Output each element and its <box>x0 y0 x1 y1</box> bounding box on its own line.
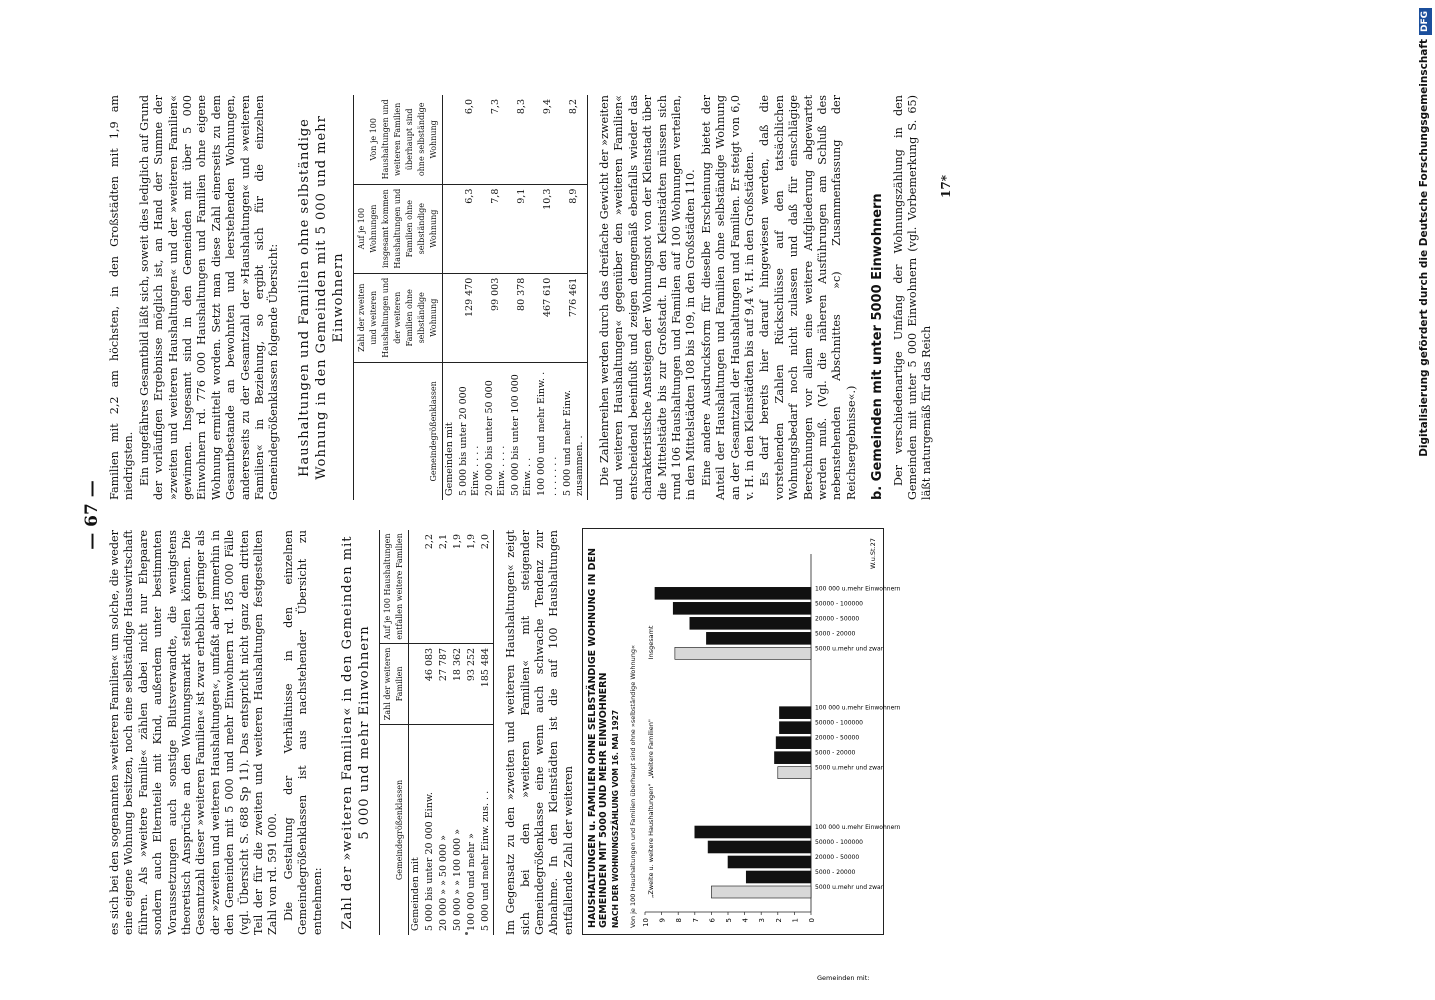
scan-speck <box>465 932 468 935</box>
table-cell: 6,3 <box>457 184 483 273</box>
table-cell: 9,1 <box>509 184 535 273</box>
table-cell: 2,0 <box>479 530 494 643</box>
table-cell: 2,1 <box>437 530 451 643</box>
table-cell: 93 252 <box>465 643 479 724</box>
table-cell <box>409 530 424 643</box>
category-label: 5000 u.mehr und zwar <box>815 645 884 653</box>
table-row <box>465 530 479 935</box>
table2-header: Auf je 100 Wohnungen insgesamt kommen Haushaltungen und Familien ohne selbständige Wohnung <box>353 184 442 273</box>
page-content <box>80 95 953 982</box>
left-paragraph-1: es sich bei den sogenannten »weiteren Familien« um solche, die weder eine eigene Wohnung besitzen, noch eine selbständige Hauswirtschaft führen. Als »weitere Familie« zählen dabei nicht nur Ehepaare sondern auch Elternteile mit Kind, außerdem unter bestimmten Voraussetzungen auch sonstige Blutsverwandte, die wenigstens theoretisch Ansprüche an den Wohnungsmarkt stellen können. Die Gesamtzahl dieser »weiteren Familien« ist zwar erheblich geringer als der »zweiten und weiteren Haushaltungen«, umfaßt aber immerhin in den Gemeinden mit 5 000 und mehr Einwohnern rd. 185 000 Fälle (vgl. Übersicht S. 688 Sp 11). Das entspricht nicht ganz dem dritten Teil der für die zweiten und weiteren Haushaltungen festgestellten Zahl von rd. 591 000. <box>108 530 280 935</box>
table-cell: 27 787 <box>437 643 451 724</box>
table-cell: 18 362 <box>451 643 465 724</box>
table-cell: 7,8 <box>483 184 509 273</box>
table-row <box>423 530 437 935</box>
dfg-logo: DFG <box>1419 8 1432 35</box>
subheading: b. Gemeinden mit unter 5000 Einwohnern <box>870 193 886 500</box>
left-paragraph-2: Die Gestaltung der Verhältnisse in den einzelnen Gemeindegrößenklassen ist aus nachstehender Übersicht zu entnehmen: <box>281 530 324 935</box>
table-cell: 20 000 bis unter 50 000 Einw. . . . . <box>483 380 507 496</box>
table-row <box>535 95 561 500</box>
category-label: 5000 - 20000 <box>815 869 856 876</box>
bar <box>728 856 811 868</box>
page-signature: 17* <box>938 175 953 198</box>
chart-title: HAUSHALTUNGEN u. FAMILIEN OHNE SELBSTÄNDIGE WOHNUNG IN DEN GEMEINDEN MIT 5000 UND MEHR EINWOHNERN <box>587 548 610 928</box>
series-label: „Weitere Familien" <box>647 719 656 779</box>
dfg-credit <box>1413 0 1435 1000</box>
table-row <box>437 530 451 935</box>
category-label: 5000 u.mehr und zwar <box>815 764 884 772</box>
table-cell <box>409 643 424 724</box>
table-cell: 80 378 <box>509 273 535 362</box>
y-tick-label: 0 <box>808 918 817 923</box>
table-cell: 8,3 <box>509 95 535 184</box>
table-weitere-familien <box>379 530 494 935</box>
bar <box>780 707 812 719</box>
bar <box>695 826 811 838</box>
table-cell: 8,9 <box>561 184 588 273</box>
y-tick-label: 1 <box>791 918 800 923</box>
table-cell: 6,0 <box>457 95 483 184</box>
table-row <box>483 95 509 500</box>
right-paragraph-6: Der verschiedenartige Umfang der Wohnungszählung in den Gemeinden mit unter 5 000 Einwohnern (vgl. Vorbemerkung S. 65) läßt naturgemäß für das Reich <box>891 95 934 500</box>
table1-header: Auf je 100 Haushaltungen entfallen weitere Familien <box>380 530 409 643</box>
table-row <box>451 530 465 935</box>
category-label: 20000 - 50000 <box>815 854 860 861</box>
table-row <box>509 95 535 500</box>
series-label: Insgesamt <box>647 625 656 660</box>
category-label: 50000 - 100000 <box>815 719 864 727</box>
bar <box>707 632 812 644</box>
page-number: — 67 — <box>82 480 102 550</box>
table-cell: 20 000 » » 50 000 » <box>438 835 450 931</box>
y-tick-label: 9 <box>658 918 667 923</box>
category-label: 50000 - 100000 <box>815 839 864 846</box>
bar <box>780 722 812 734</box>
y-tick-label: 5 <box>725 918 734 923</box>
y-tick-label: 3 <box>758 918 767 923</box>
table-cell: 99 003 <box>483 273 509 362</box>
table-cell <box>442 95 457 184</box>
bar-chart <box>582 528 901 982</box>
right-column <box>108 95 953 500</box>
table-cell: 9,4 <box>535 95 561 184</box>
y-tick-label: 10 <box>642 918 651 927</box>
table-ohne-wohnung <box>353 95 588 500</box>
chart-subtitle: NACH DER WOHNUNGSZÄHLUNG VOM 16. MAI 1927 <box>611 709 621 928</box>
bar <box>775 752 812 764</box>
category-label: 100 000 u.mehr Einwohnern <box>815 704 901 712</box>
bar <box>778 767 811 779</box>
left-column <box>108 530 901 982</box>
table-cell: Gemeinden mit <box>443 422 455 496</box>
table1-header: Zahl der weiteren Familien <box>380 643 409 724</box>
chart-credit: W.u.St.27 <box>869 538 878 569</box>
bar <box>673 602 811 614</box>
table-row <box>479 530 494 935</box>
category-label: 5000 - 20000 <box>815 630 856 638</box>
right-paragraph-3: Die Zahlenreihen werden durch das dreifache Gewicht der »zweiten und weiteren Haushaltungen« gegenüber den »weiteren Familien« entscheidend beeinflußt und zeigen demgemäß ebenfalls wieder das charakteristische Ansteigen der Wohnungsnot von der Kleinstadt über die Mittelstädte bis zur Großstadt. In den Kleinstädten müssen sich rund 106 Haushaltungen und Familien auf 100 Wohnungen verteilen, in den Mittelstädten 108 bis 109, in den Großstädten 110. <box>597 95 698 500</box>
bar <box>746 871 811 883</box>
table1-header: Gemeindegrößenklassen <box>380 724 409 935</box>
y-tick-label: 2 <box>774 918 783 923</box>
table-cell: Gemeinden mit <box>410 857 422 931</box>
right-paragraph-5: Es darf bereits hier darauf hingewiesen werden, daß die vorstehenden Zahlen Rückschlüsse auf den tatsächlichen Wohnungsbedarf noch nicht zulassen und daß für einschlägige Berechnungen vor allem eine weitere Aufgliederung abgewartet werden muß. (Vgl. die näheren Ausführungen am Schluß des nebenstehenden Abschnittes »c) Zusammenfassung der Reichsergebnisse«.) <box>758 95 858 500</box>
left-paragraph-3: Im Gegensatz zu den »zweiten und weiteren Haushaltungen« zeigt sich bei den »weiteren Familien« mit steigender Gemeindegrößenklasse eine wenn auch schwache Tendenz zur Abnahme. In den Kleinstädten ist die auf 100 Haushaltungen entfallende Zahl der weiteren <box>504 530 575 935</box>
bar <box>708 841 811 853</box>
bar <box>712 886 812 898</box>
bar <box>655 587 811 599</box>
table-cell: 100 000 und mehr Einw. . . . . . . . . <box>535 371 559 496</box>
table-cell: 10,3 <box>535 184 561 273</box>
table-row <box>442 95 457 500</box>
table-cell: 5 000 bis unter 20 000 Einw. . . . . <box>457 386 481 496</box>
right-paragraph-4: Eine andere Ausdrucksform für dieselbe Erscheinung bietet der Anteil der Haushaltungen und Familien ohne selbständige Wohnung an der Gesamtzahl der Haushaltungen und Familien. Er steigt von 6,0 v. H. in den Kleinstädten bis auf 9,4 v. H. in den Großstädten. <box>699 95 756 500</box>
table-cell: 50 000 » » 100 000 » <box>452 828 464 931</box>
table-cell: 5 000 und mehr Einw. zusammen. . <box>561 362 588 500</box>
chart-plot <box>628 531 901 982</box>
table-cell: 5 000 und mehr Einw. zus. . . <box>479 724 494 935</box>
chart-note-text: Von je 100 Haushaltungen und Familien überhaupt sind ohne »selbständige Wohnung« <box>628 645 637 928</box>
table1-title: Zahl der »weiteren Familien« in den Gemeinden mit 5 000 und mehr Einwohnern <box>340 535 373 930</box>
right-paragraph-2: Ein ungefähres Gesamtbild läßt sich, soweit dies lediglich auf Grund der vorläufigen Ergebnisse möglich ist, an Hand der Summe der »zweiten und weiteren Haushaltungen« und der »weiteren Familien« gewinnen. Insgesamt sind in den Gemeinden mit über 5 000 Einwohnern rd. 776 000 Haushaltungen und Familien ohne eigene Wohnung ermittelt worden. Setzt man diese Zahl einerseits zu dem Gesamtbestande an bewohnten und leerstehenden Wohnungen, andererseits zu der Gesamtzahl der »Haushaltungen« und »weiteren Familien« in Beziehung, so ergibt sich für die einzelnen Gemeindegrößenklassen folgende Übersicht: <box>137 95 281 500</box>
table-cell <box>442 273 457 362</box>
table-cell: 185 484 <box>479 643 494 724</box>
group-label: Gemeinden mit: <box>817 974 870 982</box>
table-row <box>561 95 588 500</box>
category-label: 5000 - 20000 <box>815 749 856 757</box>
table-cell <box>442 184 457 273</box>
table-cell: 776 461 <box>561 273 588 362</box>
table-row <box>409 530 424 935</box>
bar <box>690 617 811 629</box>
right-paragraph-1: Familien mit 2,2 am höchsten, in den Großstädten mit 1,9 am niedrigsten. <box>108 95 136 500</box>
table-cell: 50 000 bis unter 100 000 Einw. . . <box>509 374 533 496</box>
series-label: „Zweite u. weitere Haushaltungen" <box>647 783 656 898</box>
table-row <box>457 95 483 500</box>
y-tick-label: 7 <box>691 918 700 923</box>
table2-header: Von je 100 Haushaltungen und weiteren Familien überhaupt sind ohne selbständige Wohnung <box>353 95 442 184</box>
y-tick-label: 4 <box>741 918 750 923</box>
category-label: 20000 - 50000 <box>815 615 860 623</box>
table-cell: 46 083 <box>423 643 437 724</box>
table-cell: 8,2 <box>561 95 588 184</box>
table-cell: 1,9 <box>465 530 479 643</box>
category-label: 20000 - 50000 <box>815 734 860 742</box>
table-cell: 1,9 <box>451 530 465 643</box>
table-cell: 7,3 <box>483 95 509 184</box>
table2-header: Zahl der zweiten und weiteren Haushaltungen und der weiteren Familien ohne selbständige Wohnung <box>353 273 442 362</box>
bar <box>675 647 811 659</box>
table-cell: 129 470 <box>457 273 483 362</box>
table-cell: 467 610 <box>535 273 561 362</box>
table-cell: 100 000 und mehr » <box>466 833 478 931</box>
table2-title: Haushaltungen und Familien ohne selbständige Wohnung in den Gemeinden mit 5 000 und mehr Einwohnern <box>296 115 346 480</box>
y-tick-label: 8 <box>675 918 684 923</box>
category-label: 50000 - 100000 <box>815 600 864 608</box>
credit-text: Digitalisierung gefördert durch die Deutsche Forschungsgemeinschaft <box>1418 39 1430 457</box>
category-label: 100 000 u.mehr Einwohnern <box>815 585 901 593</box>
category-label: 5000 u.mehr und zwar <box>815 884 884 891</box>
table-cell: 5 000 bis unter 20 000 Einw. <box>424 792 436 931</box>
table-cell: 2,2 <box>423 530 437 643</box>
table2-header: Gemeindegrößenklassen <box>353 362 442 500</box>
category-label: 100 000 u.mehr Einwohnern <box>815 824 901 831</box>
bar <box>776 737 811 749</box>
y-tick-label: 6 <box>708 918 717 923</box>
